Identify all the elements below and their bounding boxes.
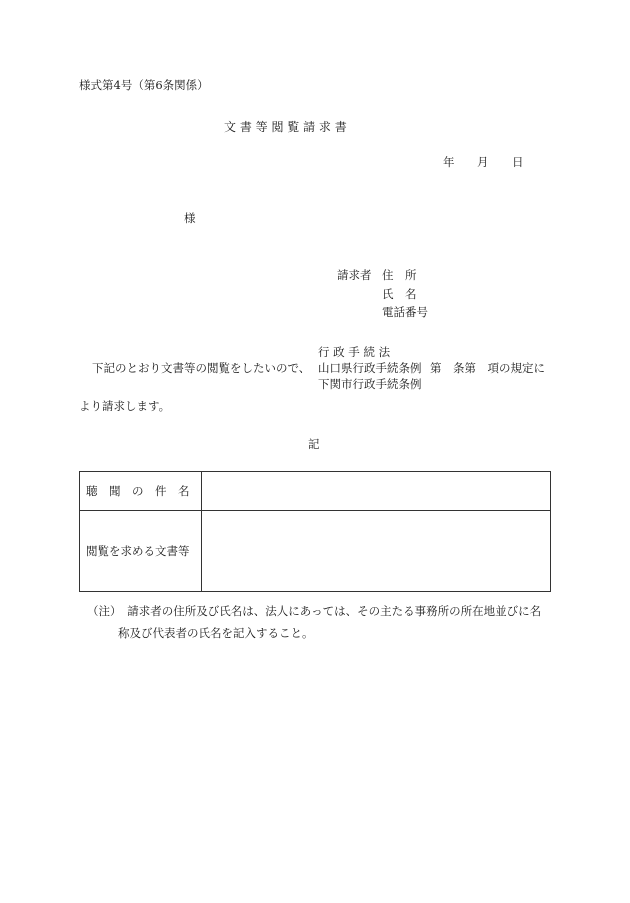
article-reference: 第 条第 項の規定に: [430, 361, 545, 375]
date-day-label: 日: [512, 155, 524, 169]
hearing-subject-value[interactable]: [202, 472, 551, 511]
document-title: 文 書 等 閲 覧 請 求 書: [224, 120, 347, 134]
ki-heading: 記: [308, 437, 320, 451]
addressee-suffix: 様: [184, 211, 196, 225]
note-line-1: 請求者の住所及び氏名は、法人にあっては、その主たる事務所の所在地並びに名: [127, 604, 542, 618]
form-number: 様式第4号（第6条関係）: [79, 78, 209, 92]
statement-continuation: より請求します。: [79, 399, 171, 413]
address-label: 住 所: [382, 268, 417, 282]
requester-label: 請求者: [337, 268, 372, 282]
law-option-1: 行 政 手 続 法: [318, 345, 391, 359]
requested-documents-label: 閲覧を求める文書等: [80, 511, 202, 592]
footnote: [87, 600, 567, 644]
hearing-subject-label: 聴 聞 の 件 名: [80, 472, 202, 511]
table-row: [80, 472, 551, 511]
law-option-3: 下関市行政手続条例: [318, 377, 422, 391]
requested-documents-value[interactable]: [202, 511, 551, 592]
statement-lead: 下記のとおり文書等の閲覧をしたいので、: [92, 361, 311, 375]
date-month-label: 月: [477, 155, 489, 169]
note-marker: （注）: [87, 604, 116, 618]
date-year-label: 年: [443, 155, 455, 169]
phone-label: 電話番号: [382, 305, 428, 319]
note-line-2: 称及び代表者の氏名を記入すること。: [118, 626, 314, 640]
table-row: [80, 511, 551, 592]
law-option-2: 山口県行政手続条例: [318, 361, 422, 375]
request-table: [79, 471, 551, 592]
name-label: 氏 名: [382, 287, 417, 301]
